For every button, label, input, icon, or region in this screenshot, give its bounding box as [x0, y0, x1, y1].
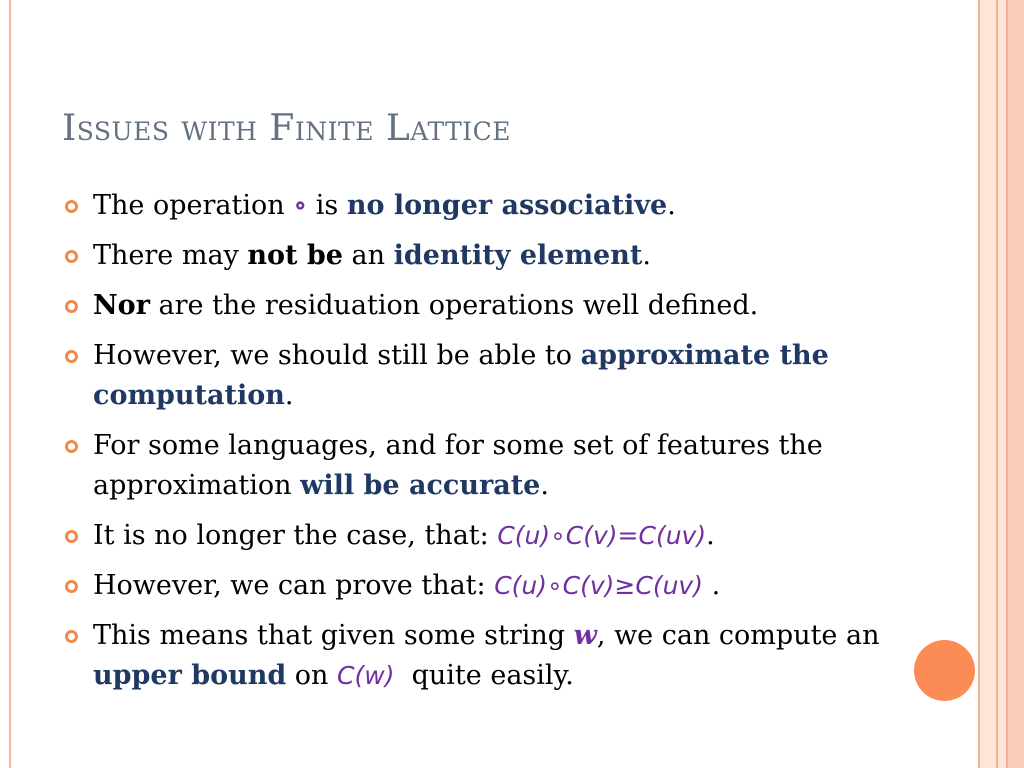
bullet-item-accurate: For some languages, and for some set of features the approximation will be accurate. [62, 426, 892, 506]
bold-text: Nor [93, 290, 150, 321]
bullet-ring-icon [65, 350, 78, 363]
math-formula: C(u)∘C(v)≥C(uv) [494, 571, 703, 600]
bullet-item-associativity: The operation ∘ is no longer associative. [62, 186, 892, 226]
bullet-item-approximate: However, we should still be able to approximate the computation. [62, 336, 892, 416]
bullet-item-identity: There may not be an identity element. [62, 236, 892, 276]
highlight-text: no longer associative [346, 190, 668, 221]
bullet-ring-icon [65, 580, 78, 593]
highlight-text: upper bound [93, 660, 287, 691]
bold-text: not be [247, 240, 343, 271]
bullet-ring-icon [65, 530, 78, 543]
right-decorative-stripes [978, 0, 1024, 768]
highlight-text: will be accurate [300, 470, 541, 501]
bullet-item-upper-bound: This means that given some string w, we can compute an upper bound on C(w) quite easily. [62, 616, 892, 696]
highlight-text: identity element [393, 240, 643, 271]
bullet-ring-icon [65, 200, 78, 213]
bullet-list [62, 186, 892, 706]
math-formula: C(u)∘C(v)=C(uv) [497, 521, 707, 550]
bullet-ring-icon [65, 440, 78, 453]
bullet-ring-icon [65, 300, 78, 313]
bullet-item-inequality: However, we can prove that: C(u)∘C(v)≥C(uv) . [62, 566, 892, 606]
highlight-text: approximate the computation [93, 340, 829, 411]
left-border-line [9, 0, 11, 768]
orange-circle-decoration [914, 640, 975, 701]
bullet-item-not-equal: It is no longer the case, that: C(u)∘C(v)=C(uv). [62, 516, 892, 556]
math-formula: C(w) [337, 661, 395, 690]
math-variable: w [573, 620, 597, 651]
compose-operator: ∘ [293, 190, 308, 221]
bullet-ring-icon [65, 630, 78, 643]
bullet-item-residuation: Nor are the residuation operations well defined. [62, 286, 892, 326]
bullet-ring-icon [65, 250, 78, 263]
slide-title: Issues with Finite Lattice [62, 108, 512, 149]
